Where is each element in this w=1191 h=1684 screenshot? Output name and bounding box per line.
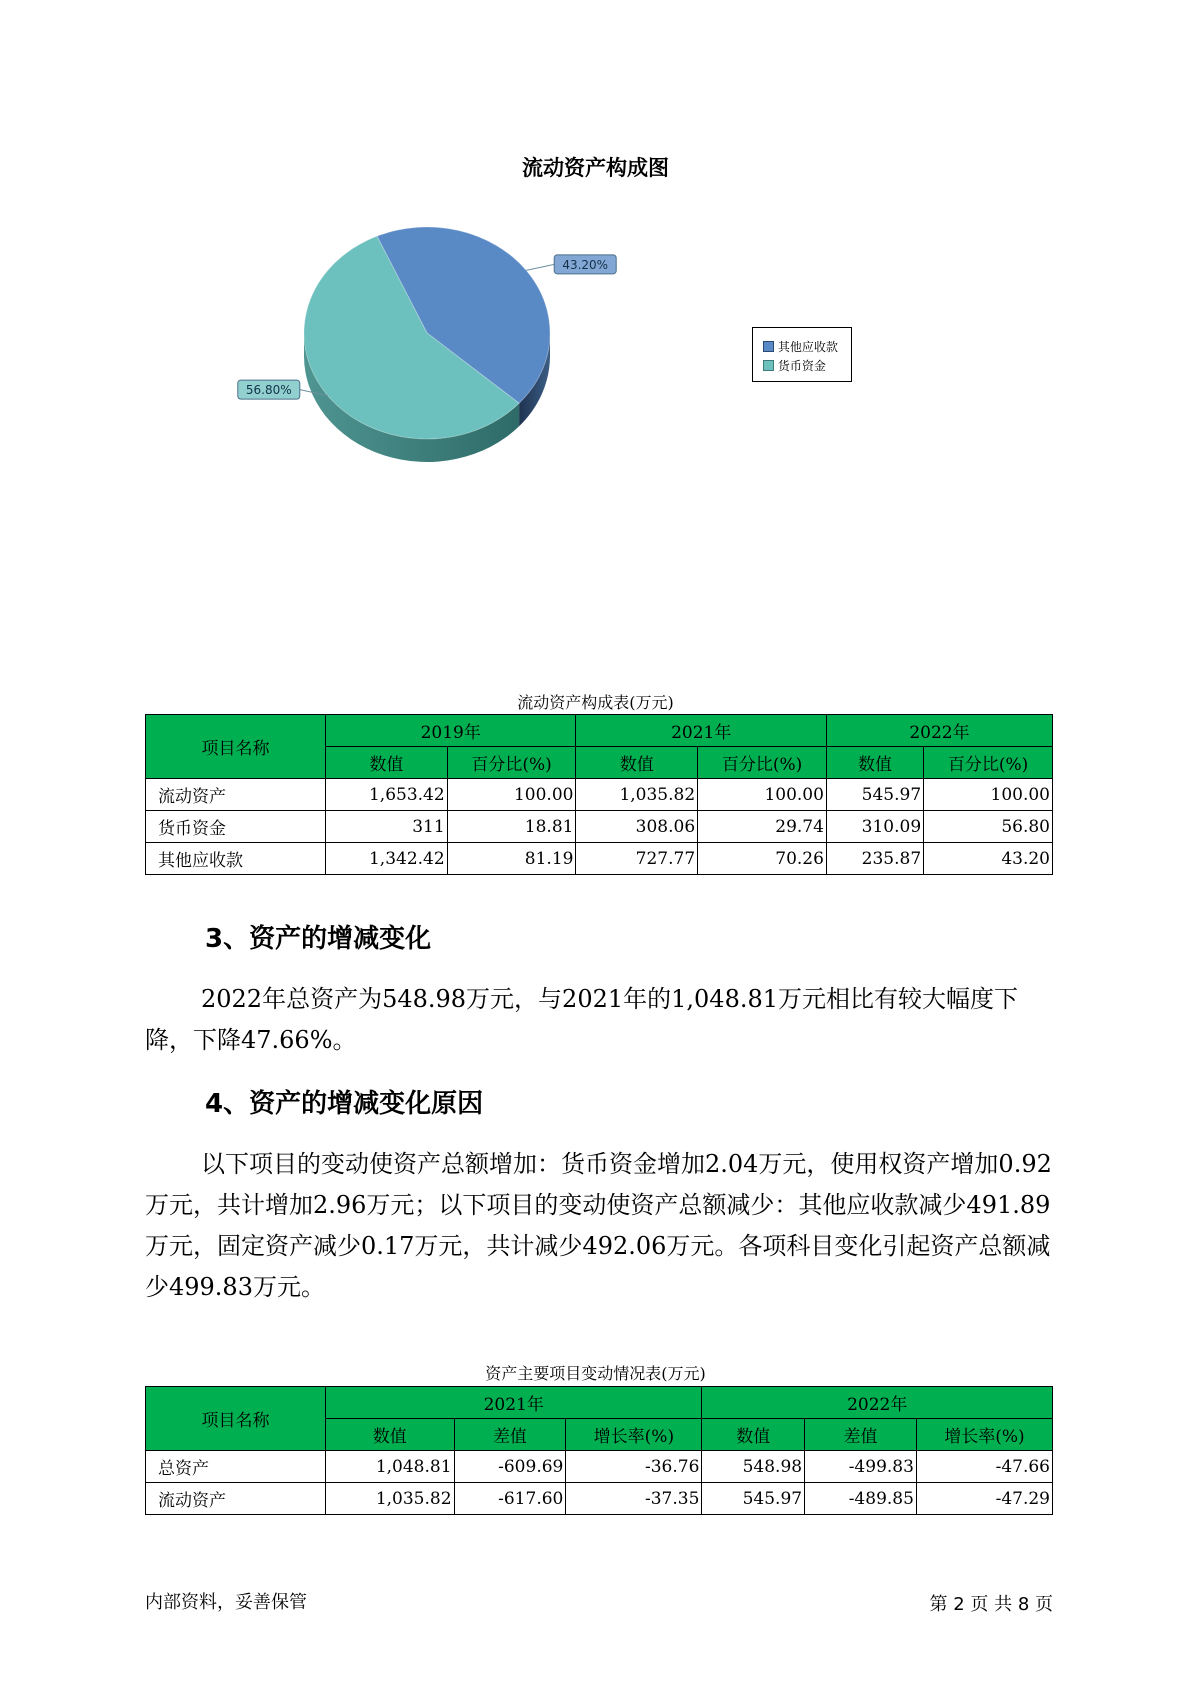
cell: 1,035.82: [326, 1483, 455, 1515]
table-row: [146, 779, 1053, 811]
cell: 308.06: [576, 811, 698, 843]
section4-heading: 4、资产的增减变化原因: [205, 1089, 484, 1119]
cell: 310.09: [826, 811, 923, 843]
table2-caption: 资产主要项目变动情况表(万元): [485, 1364, 706, 1383]
asset-change-table: [145, 1386, 1053, 1515]
legend-item: [763, 357, 826, 374]
row-name: 其他应收款: [146, 843, 326, 875]
cell: 545.97: [702, 1483, 805, 1515]
cell: 311: [326, 811, 448, 843]
cell: 100.00: [698, 779, 827, 811]
cell: 1,048.81: [326, 1451, 455, 1483]
table-row: [146, 1451, 1053, 1483]
table-row: [146, 843, 1053, 875]
cell: 727.77: [576, 843, 698, 875]
header-value: 数值: [326, 1419, 455, 1451]
table1-caption: 流动资产构成表(万元): [517, 693, 674, 712]
cell: 545.97: [826, 779, 923, 811]
footer-page-number: 第 2 页 共 8 页: [929, 1594, 1053, 1615]
cell: 1,653.42: [326, 779, 448, 811]
row-name: 总资产: [146, 1451, 326, 1483]
cell: -499.83: [805, 1451, 917, 1483]
pie-value-label: 43.20%: [562, 257, 609, 272]
header-year: 2021年: [326, 1387, 702, 1419]
header-item-name: 项目名称: [146, 715, 326, 779]
section3-heading: 3、资产的增减变化: [205, 924, 432, 954]
header-percent: 百分比(%): [447, 747, 576, 779]
pie-leader-line: [526, 264, 554, 270]
cell: -489.85: [805, 1483, 917, 1515]
section4-paragraph: 以下项目的变动使资产总额增加：货币资金增加2.04万元，使用权资产增加0.92万元，共计增加2.96万元；以下项目的变动使资产总额减少：其他应收款减少491.89万元，固定资产减少0.17万元，共计减少492.06万元。各项科目变化引起资产总额减少499.83万元。: [145, 1150, 1052, 1301]
cell: -37.35: [566, 1483, 702, 1515]
row-name: 货币资金: [146, 811, 326, 843]
legend-label: 货币资金: [777, 359, 826, 373]
header-year: 2022年: [702, 1387, 1053, 1419]
pie-value-label: 56.80%: [245, 383, 292, 398]
header-difference: 差值: [805, 1419, 917, 1451]
header-difference: 差值: [454, 1419, 566, 1451]
legend-swatch-other-receivables: [763, 341, 774, 352]
header-growth-rate: 增长率(%): [916, 1419, 1052, 1451]
row-name: 流动资产: [146, 779, 326, 811]
legend-item: [763, 338, 838, 355]
section3-paragraph: 2022年总资产为548.98万元，与2021年的1,048.81万元相比有较大幅度下降，下降47.66%。: [145, 985, 1019, 1054]
cell: -609.69: [454, 1451, 566, 1483]
cell: 1,342.42: [326, 843, 448, 875]
header-percent: 百分比(%): [924, 747, 1053, 779]
header-year: 2021年: [576, 715, 826, 747]
cell: 70.26: [698, 843, 827, 875]
cell: 18.81: [447, 811, 576, 843]
footer-confidential: 内部资料，妥善保管: [145, 1592, 307, 1613]
cell: 29.74: [698, 811, 827, 843]
header-growth-rate: 增长率(%): [566, 1419, 702, 1451]
cell: 43.20: [924, 843, 1053, 875]
cell: 548.98: [702, 1451, 805, 1483]
chart-title: 流动资产构成图: [522, 156, 669, 180]
cell: 100.00: [924, 779, 1053, 811]
legend-label: 其他应收款: [777, 340, 838, 354]
cell: -47.29: [916, 1483, 1052, 1515]
cell: -47.66: [916, 1451, 1052, 1483]
header-percent: 百分比(%): [698, 747, 827, 779]
legend-swatch-cash: [763, 360, 774, 371]
cell: -36.76: [566, 1451, 702, 1483]
header-value: 数值: [326, 747, 448, 779]
chart-legend: [752, 327, 852, 382]
table-row: [146, 811, 1053, 843]
header-year: 2022年: [826, 715, 1052, 747]
header-year: 2019年: [326, 715, 576, 747]
header-value: 数值: [826, 747, 923, 779]
pie-chart: [0, 0, 1191, 560]
cell: 235.87: [826, 843, 923, 875]
header-value: 数值: [576, 747, 698, 779]
table-row: [146, 1483, 1053, 1515]
cell: 56.80: [924, 811, 1053, 843]
cell: -617.60: [454, 1483, 566, 1515]
row-name: 流动资产: [146, 1483, 326, 1515]
cell: 81.19: [447, 843, 576, 875]
header-value: 数值: [702, 1419, 805, 1451]
cell: 1,035.82: [576, 779, 698, 811]
current-assets-table: [145, 714, 1053, 875]
cell: 100.00: [447, 779, 576, 811]
header-item-name: 项目名称: [146, 1387, 326, 1451]
